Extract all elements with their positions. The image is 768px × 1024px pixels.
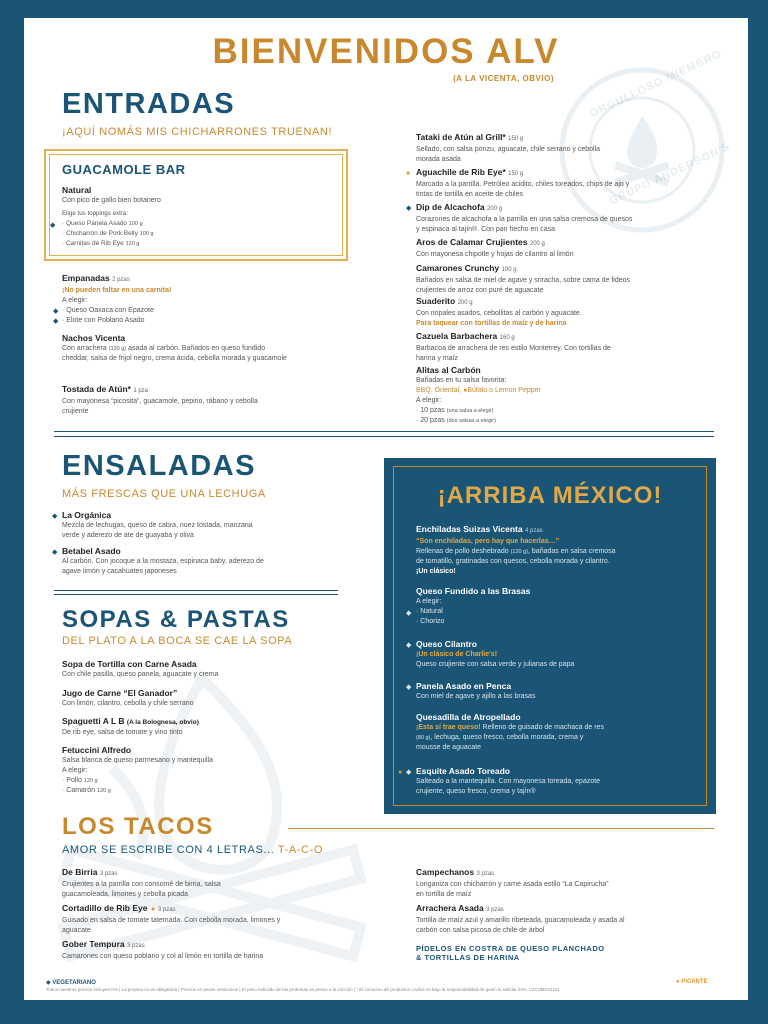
betabel-asado: Betabel Asado Al carbón. Con jocoque a la mostaza, espinaca baby, aderezo de agave limón y cacahuates japoneses [62, 546, 264, 575]
legend-spicy: ● PICANTE [676, 979, 708, 985]
page-subtitle: (A LA VICENTA, OBVIO) [453, 74, 554, 83]
queso-fundido: Queso Fundido a las Brasas A elegir: · Natural · Chorizo [416, 586, 531, 625]
spicy-icon: ● [151, 906, 156, 913]
divider-ensaladas [54, 594, 338, 595]
jugo-carne: Jugo de Carne “El Ganador” Con limón, cilantro, cebolla y chile serrano [62, 688, 194, 707]
taco-cortadillo: Cortadillo de Rib Eye 3 pzas Guisado en salsa de tomate tatemada. Con cebolla morada, limones y aguacate [62, 903, 281, 934]
legend-vegetarian: ◆ VEGETARIANO [46, 980, 96, 986]
tacos-note: PÍDELOS EN COSTRA DE QUESO PLANCHADO & TORTILLAS DE HARINA [416, 944, 605, 962]
queso-cilantro: Queso Cilantro ¡Un clásico de Charlie's! Queso crujiente con salsa verde y julianas de papa [416, 639, 575, 668]
page-title: BIENVENIDOS ALV [212, 32, 560, 71]
divider-entradas [54, 436, 714, 437]
divider-ensaladas [54, 590, 338, 591]
vegetarian-icon: ◆ [406, 205, 412, 212]
quesadilla-atropellado: Quesadilla de Atropellado ¡Esta sí trae queso! Relleno de guisado de machaca de res (80 g), lechuga, queso fresco, cebolla morada, crema y mousse de aguacate [416, 712, 604, 751]
footer-disclaimer: Todos nuestros precios incluyen IVA | La propina no es obligatoria | Precios en pesos mexicanos | El peso indicado de las proteínas es previo a la cocción | * El consumo de productos crudos es bajo la responsabilidad de quien lo solicita SSA. LVCUMX31221 [46, 987, 561, 992]
taco-birria: De Birria 3 pzas Crujientes a la parrilla con consomé de birria, salsa guacamoleada, limones y cebolla picada [62, 867, 221, 898]
empanadas: Empanadas 2 pzas ¡No pueden faltar en una carnita! A elegir: · Queso Oaxaca con Epazote · Elote con Poblano Asado [62, 273, 172, 324]
taco-gober: Gober Tempura 3 pzas Camarones con queso poblano y col al limón en tortilla de harina [62, 939, 264, 960]
fetuccini-alfredo: Fetuccini Alfredo Salsa blanca de queso parmesano y mantequilla A elegir: · Pollo 120 g · Camarón 120 g [62, 745, 213, 794]
vegetarian-icon: ◆ [406, 610, 412, 617]
spaguetti-alb: Spaguetti A L B (A la Bolognesa, obvio) De rib eye, salsa de tomate y vino tinto [62, 716, 199, 736]
taco-arrachera: Arrachera Asada 3 pzas Tortilla de maíz azul y amarillo ribeteada, guacamoleada y asada al carbón con salsa picosa de chile de árbol [416, 903, 625, 934]
entradas-title: ENTRADAS [62, 88, 236, 120]
vegetarian-icon: ◆ [406, 642, 412, 649]
ensaladas-title: ENSALADAS [62, 450, 256, 482]
vegetarian-icon: ◆ [46, 980, 51, 986]
vegetarian-icon: ◆ [53, 308, 59, 315]
vegetarian-icon: ◆ [52, 549, 58, 556]
tacos-subtitle: AMOR SE ESCRIBE CON 4 LETRAS... T-A-C-O [62, 844, 323, 856]
arriba-title: ¡ARRIBA MÉXICO! [437, 482, 663, 509]
vegetarian-icon: ◆ [53, 318, 59, 325]
alitas-carbon: Alitas al Carbón Bañadas en tu salsa favorita: BBQ, Oriental, ●Búfalo o Lemon Pepper A elegir: · 10 pzas (una salsa a elegir) · 20 pzas (dos salsas a elegir) [416, 365, 541, 424]
vegetarian-icon: ◆ [52, 513, 58, 520]
sopas-title: SOPAS & PASTAS [62, 606, 290, 633]
aros-calamar: Aros de Calamar Crujientes 200 g Con mayonesa chipotle y hojas de cilantro al limón [416, 237, 574, 258]
la-organica: La Orgánica Mezcla de lechugas, queso de cabra, nuez tostada, manzana verde y aderezo de ate de guayaba y oliva [62, 510, 253, 539]
aguachile-rib-eye: Aguachile de Rib Eye* 150 g Marcado a la parrilla. Petróleo acidito, chiles toreados, chips de ajo y tintas de tortilla en aceite de chiles [416, 167, 630, 198]
cazuela-barbachera: Cazuela Barbachera 160 g Barbacoa de arrachera de res estilo Monterrey. Con tortillas de harina y maíz [416, 331, 611, 362]
tostada-atun: Tostada de Atún* 1 pza Con mayonesa “picosita”, guacamole, pepino, rábano y cebolla crujiente [62, 384, 258, 415]
spicy-icon: ● [398, 769, 403, 776]
tataki-atun: Tataki de Atún al Grill* 150 g Sellado, con salsa ponzu, aguacate, chile serrano y cebolla morada asada [416, 132, 601, 163]
guacamole-natural: Natural Con pico de gallo bien botanero Elige tus toppings extra: · Queso Panela Asado 100 g · Chicharrón de Pork Belly 100 g · Carnitas de Rib Eye 120 g [62, 185, 161, 247]
arriba-mexico-box [384, 458, 716, 814]
divider-tacos [288, 828, 714, 829]
vegetarian-icon: ◆ [406, 769, 412, 776]
nachos-vicenta: Nachos Vicenta Con arrachera (120 g) asada al carbón. Bañados en queso fundido cheddar, salsa de frijol negro, crema ácida, cebolla morada y guacamole [62, 333, 287, 362]
spicy-icon: ● [406, 170, 411, 177]
taco-campechanos: Campechanos 3 pzas Longaniza con chicharrón y carne asada estilo “La Capirucha” en tortilla de maíz [416, 867, 609, 898]
spicy-icon: ● [676, 979, 680, 985]
badge-top-text: ORGULLOSO MIEMBRO [588, 48, 724, 120]
suaderito: Suaderito 200 g Con nopales asados, cebollitas al carbón y aguacate. Para taquear con tortillas de maíz y de harina [416, 296, 582, 327]
vegetarian-icon: ◆ [50, 222, 56, 229]
tacos-title: LOS TACOS [62, 813, 214, 840]
panela-asado: Panela Asado en Penca Con miel de agave y ajillo a las brasas [416, 681, 536, 700]
enchiladas-suizas: Enchiladas Suizas Vicenta 4 pzas “Son enchiladas, pero hay que hacerlas…” Rellenas de pollo deshebrado (120 g), bañadas en salsa cremosa de tomatillo, gratinadas con quesos, cebolla morada y cilantro. ¡Un clásico! [416, 524, 616, 575]
vegetarian-icon: ◆ [406, 684, 412, 691]
esquite-asado: Esquite Asado Toreado Salteado a la mantequilla. Con mayonesa toreada, epazote crujiente, queso fresco, crema y tajín® [416, 766, 601, 795]
guacamole-title: GUACAMOLE BAR [62, 162, 186, 177]
ensaladas-subtitle: MÁS FRESCAS QUE UNA LECHUGA [62, 488, 266, 500]
badge-bottom-text: GRUPO ANDERSON'S [607, 140, 733, 208]
sopas-subtitle: DEL PLATO A LA BOCA SE CAE LA SOPA [62, 635, 293, 647]
entradas-subtitle: ¡AQUÍ NOMÁS MIS CHICHARRONES TRUENAN! [62, 126, 333, 138]
menu-page [24, 18, 748, 1000]
dip-alcachofa: Dip de Alcachofa 200 g Corazones de alcachofa a la parrilla en una salsa cremosa de quesos y espinaca al tajín®. Con pan hecho en casa [416, 202, 633, 233]
sopa-tortilla: Sopa de Tortilla con Carne Asada Con chile pasilla, queso panela, aguacate y crema [62, 659, 219, 678]
camarones-crunchy: Camarones Crunchy 100 g Bañados en salsa de miel de agave y sriracha, sobre cama de fideos crujientes de arroz con puré de aguacate [416, 263, 631, 294]
divider-entradas [54, 431, 714, 432]
